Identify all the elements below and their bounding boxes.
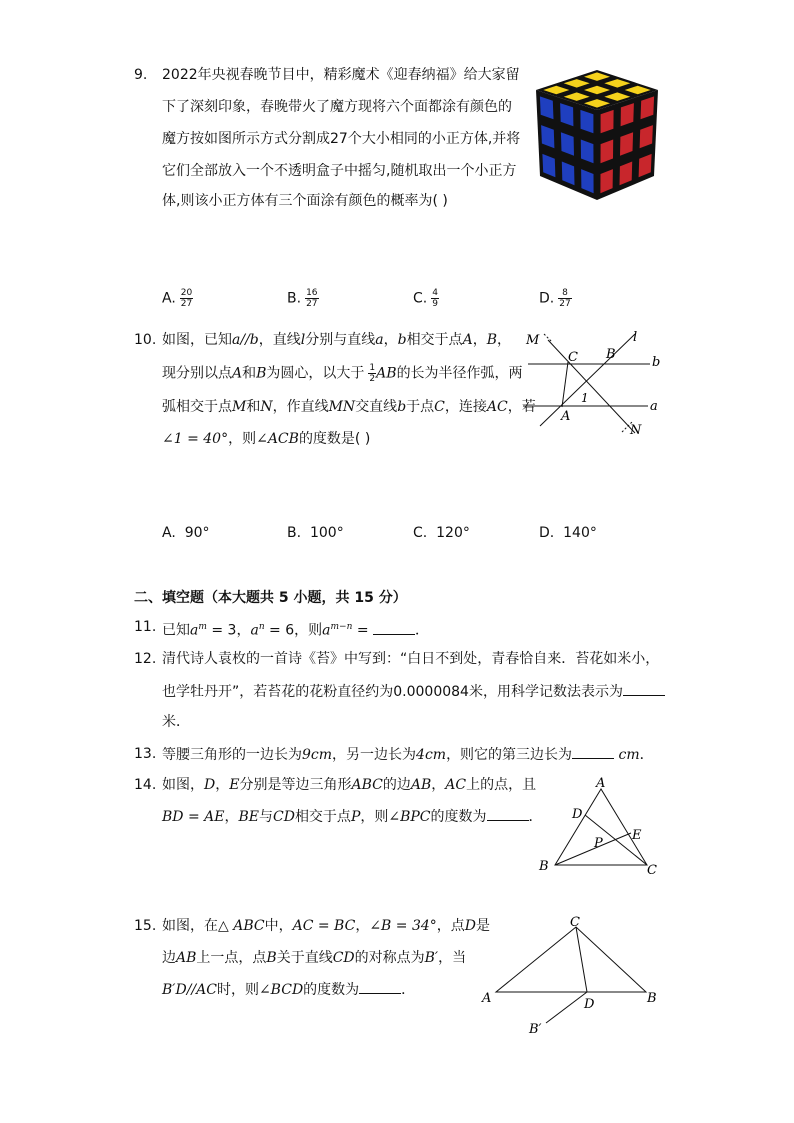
q10-option-a[interactable]: A. 90° [162,525,210,541]
label-line-b: b [652,355,661,370]
segment-be [555,833,631,865]
q10-option-c[interactable]: C. 120° [413,525,470,541]
q11-number: 11. [134,619,157,635]
q13-answer-blank[interactable] [572,744,614,759]
q15-line-3: B′D//AC时，则∠BCD的度数为 ． [162,979,415,1000]
q9-line-2: 下了深刻印象，春晚带火了魔方现将六个面都涂有颜色的 [162,99,512,115]
q10-line-3: 弧相交于点M和N，作直线MN交直线b于点C，连接AC，若 [162,399,536,415]
label-angle-1: 1 [581,391,589,405]
q15-answer-blank[interactable] [359,979,401,994]
q14-number: 14. [134,777,157,793]
segment-db-prime [546,992,587,1023]
label-l: l [633,330,638,345]
q9-line-5: 体,则该小正方体有三个面涂有颜色的概率为( ) [162,193,448,209]
q9-option-d-label: D. [539,290,555,307]
q11-answer-blank[interactable] [373,620,415,635]
label-b-prime: B′ [529,1022,542,1037]
q9-line-4: 它们全部放入一个不透明盒子中摇匀,随机取出一个小正方 [162,163,517,179]
q10-half-fraction: $\frac{1}{2}$ [369,363,376,384]
q9-number: 9. [134,67,148,83]
q10-number: 10. [134,332,157,348]
q9-option-c-label: C. [413,290,428,307]
q9-option-b[interactable] [287,288,319,309]
label-c: C [568,350,578,365]
label-b: B [539,859,549,874]
q15-line-2: 边AB上一点，点B关于直线CD的对称点为B′，当 [162,950,467,966]
q12-answer-blank[interactable] [623,681,665,696]
q9-option-d[interactable] [539,288,572,309]
q14-figure [535,775,665,880]
q12-line-1: 清代诗人袁枚的一首诗《苔》中写到：“白日不到处，青春恰自来．苔花如米小， [162,651,660,667]
q9-option-b-label: B. [287,290,302,307]
q10-figure [520,328,670,443]
q9-option-c-fraction: $\frac{4}{9}$ [432,288,438,309]
q9-option-a-fraction: $\frac{20}{27}$ [180,288,193,309]
q15-line-1: 如图，在△ ABC中，AC = BC，∠B = 34°，点D是 [162,918,491,934]
segment-cd [576,927,587,992]
label-m: M [526,333,540,348]
line-l [540,334,635,426]
label-b: B [647,991,657,1006]
label-e: E [632,828,642,843]
label-p: P [594,836,603,851]
q9-option-a[interactable] [162,288,193,309]
label-d: D [584,997,595,1012]
q10-option-d[interactable]: D. 140° [539,525,597,541]
q9-option-b-fraction: $\frac{16}{27}$ [306,288,318,309]
label-c: C [647,863,657,878]
q9-line-3: 魔方按如图所示方式分割成27个大小相同的小正方体,并将 [162,131,521,147]
q9-line-1: 2022年央视春晚节目中，精彩魔术《迎春纳福》给大家留 [162,67,520,83]
rubiks-cube-image [530,66,665,204]
q12-number: 12. [134,651,157,667]
label-c: C [570,915,580,930]
q9-option-a-label: A. [162,290,176,307]
label-a: A [596,776,606,791]
q12-line-2: 也学牡丹开”，若苔花的花粉直径约为0.0000084米，用科学记数法表示为 [162,681,665,702]
label-line-a: a [650,399,658,414]
label-a: A [561,409,571,424]
q10-line-4: ∠1 = 40°，则∠ACB的度数是( ) [162,431,371,447]
q9-option-d-fraction: $\frac{8}{27}$ [559,288,571,309]
q10-line-1: 如图，已知a//b，直线l分别与直线a，b相交于点A，B， [162,332,511,348]
q13-line: 等腰三角形的一边长为9cm，另一边长为4cm，则它的第三边长为 cm． [162,744,654,765]
q14-line-1: 如图，D，E分别是等边三角形ABC的边AB，AC上的点，且 [162,777,537,793]
q13-number: 13. [134,746,157,762]
q15-figure [478,915,668,1040]
q12-line-3: 米． [162,714,190,730]
label-b: B [606,347,616,362]
triangle-abc [496,927,646,992]
label-a: A [482,991,492,1006]
q10-line-2: 现分别以点A和B为圆心，以大于 $\frac{1}{2}$ AB的长为半径作弧，两 [162,363,523,384]
q15-number: 15. [134,918,157,934]
q14-line-2: BD = AE，BE与CD相交于点P，则∠BPC的度数为 ． [162,806,543,827]
q10-option-b[interactable]: B. 100° [287,525,344,541]
q9-option-c[interactable] [413,288,439,309]
section-fill-in-title: 二、填空题（本大题共 5 小题，共 15 分） [134,590,407,606]
label-d: D [572,807,583,822]
label-n: N [630,423,642,438]
q11-line: 已知$a^m = 3$，$a^n = 6$，则$a^{m-n}$ = ． [162,617,429,641]
arc-m [544,334,552,342]
q14-answer-blank[interactable] [487,806,529,821]
